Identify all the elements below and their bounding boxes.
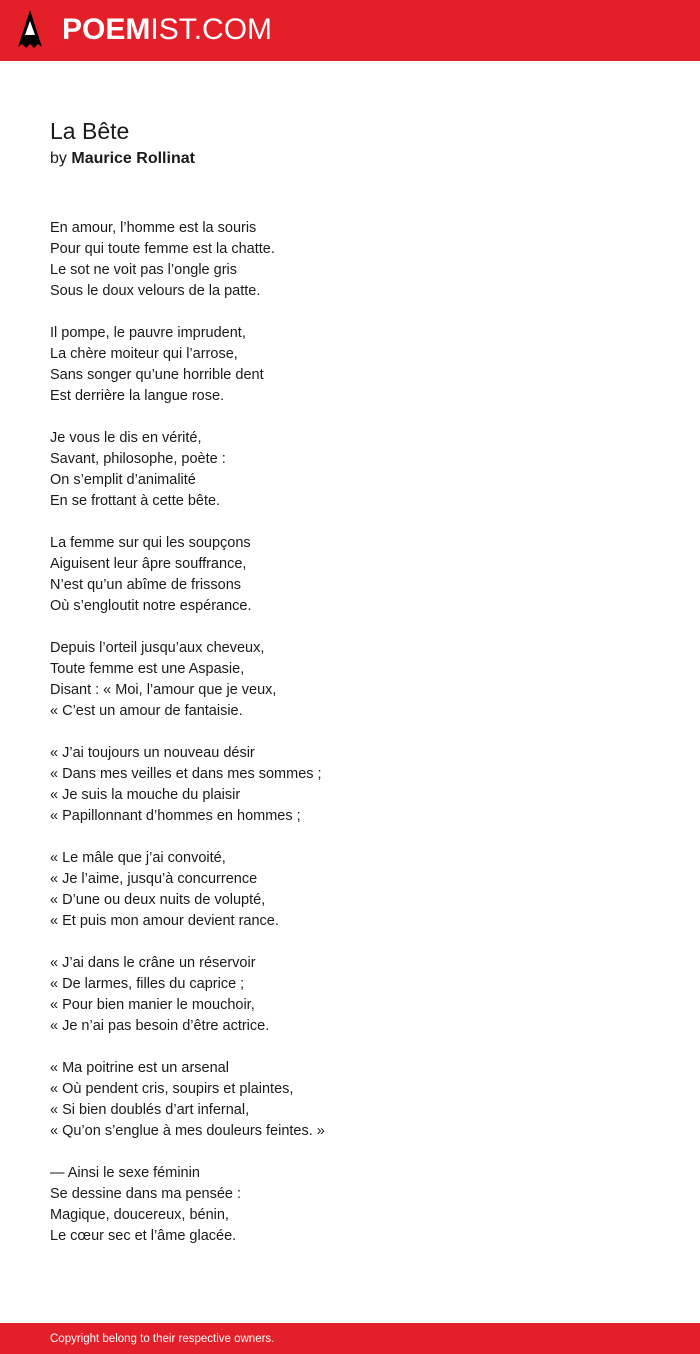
poem-line: « Je suis la mouche du plaisir xyxy=(50,787,241,803)
poem-line: « Pour bien manier le mouchoir, xyxy=(50,997,255,1013)
poem-line: Est derrière la langue rose. xyxy=(50,388,225,404)
poem-stanza xyxy=(50,323,650,407)
site-footer xyxy=(0,1323,700,1354)
site-header xyxy=(0,0,700,61)
poem-stanza xyxy=(50,218,650,302)
by-label: by xyxy=(50,150,67,167)
poem-line: Sans songer qu’une horrible dent xyxy=(50,367,264,383)
poem-line: « Dans mes veilles et dans mes sommes ; xyxy=(50,766,322,782)
poem-line: Sous le doux velours de la patte. xyxy=(50,283,261,299)
poem-line: En amour, l’homme est la souris xyxy=(50,220,257,236)
poem-line: « J’ai toujours un nouveau désir xyxy=(50,745,255,761)
poem-stanza xyxy=(50,638,650,722)
poem-line: Le cœur sec et l’âme glacée. xyxy=(50,1228,237,1244)
poem-line: Où s’engloutit notre espérance. xyxy=(50,598,252,614)
poem-line: « Ma poitrine est un arsenal xyxy=(50,1060,229,1076)
poem-line: Il pompe, le pauvre imprudent, xyxy=(50,325,246,341)
poem-line: « Si bien doublés d’art infernal, xyxy=(50,1102,250,1118)
poem-line: « Je l’aime, jusqu’à concurrence xyxy=(50,871,258,887)
poem-title: La Bête xyxy=(50,118,130,144)
poem-body xyxy=(50,218,650,1268)
poem-line: « De larmes, filles du caprice ; xyxy=(50,976,245,992)
poem-author: Maurice Rollinat xyxy=(71,150,195,167)
poem-line: « J’ai dans le crâne un réservoir xyxy=(50,955,256,971)
poem-line: « Et puis mon amour devient rance. xyxy=(50,913,279,929)
poem-stanza xyxy=(50,1163,650,1247)
poem-stanza xyxy=(50,1058,650,1142)
poem-line: « C’est un amour de fantaisie. xyxy=(50,703,243,719)
poem-line: Pour qui toute femme est la chatte. xyxy=(50,241,275,257)
poem-line: « Qu’on s’englue à mes douleurs feintes. » xyxy=(50,1123,325,1139)
poem-line: Le sot ne voit pas l’ongle gris xyxy=(50,262,237,278)
poem-line: Je vous le dis en vérité, xyxy=(50,430,202,446)
logo-light-text: IST.COM xyxy=(150,13,273,46)
copyright-text: Copyright belong to their respective owners. xyxy=(50,1333,275,1345)
poem-line: N’est qu’un abîme de frissons xyxy=(50,577,242,593)
poem-line: On s’emplit d’animalité xyxy=(50,472,196,488)
poem-byline xyxy=(50,148,195,170)
poem-line: Toute femme est une Aspasie, xyxy=(50,661,245,677)
poem-line: Savant, philosophe, poète : xyxy=(50,451,226,467)
poem-line: La chère moiteur qui l’arrose, xyxy=(50,346,238,362)
poem-line: Disant : « Moi, l’amour que je veux, xyxy=(50,682,277,698)
poem-line: « Où pendent cris, soupirs et plaintes, xyxy=(50,1081,294,1097)
poem-line: En se frottant à cette bête. xyxy=(50,493,221,509)
poem-line: « D’une ou deux nuits de volupté, xyxy=(50,892,266,908)
poem-line: Depuis l’orteil jusqu’aux cheveux, xyxy=(50,640,265,656)
poem-stanza xyxy=(50,848,650,932)
poem-stanza xyxy=(50,533,650,617)
pencil-tip-icon[interactable] xyxy=(17,9,43,51)
site-logo[interactable] xyxy=(62,12,272,48)
logo-bold-text: POEM xyxy=(62,13,151,46)
poem-line: « Le mâle que j’ai convoité, xyxy=(50,850,226,866)
poem-stanza xyxy=(50,743,650,827)
poem-line: Magique, doucereux, bénin, xyxy=(50,1207,229,1223)
poem-line: Se dessine dans ma pensée : xyxy=(50,1186,242,1202)
poem-line: La femme sur qui les soupçons xyxy=(50,535,251,551)
poem-line: — Ainsi le sexe féminin xyxy=(50,1165,200,1181)
poem-stanza xyxy=(50,953,650,1037)
poem-stanza xyxy=(50,428,650,512)
poem-line: Aiguisent leur âpre souffrance, xyxy=(50,556,247,572)
poem-line: « Papillonnant d’hommes en hommes ; xyxy=(50,808,301,824)
poem-line: « Je n’ai pas besoin d’être actrice. xyxy=(50,1018,270,1034)
